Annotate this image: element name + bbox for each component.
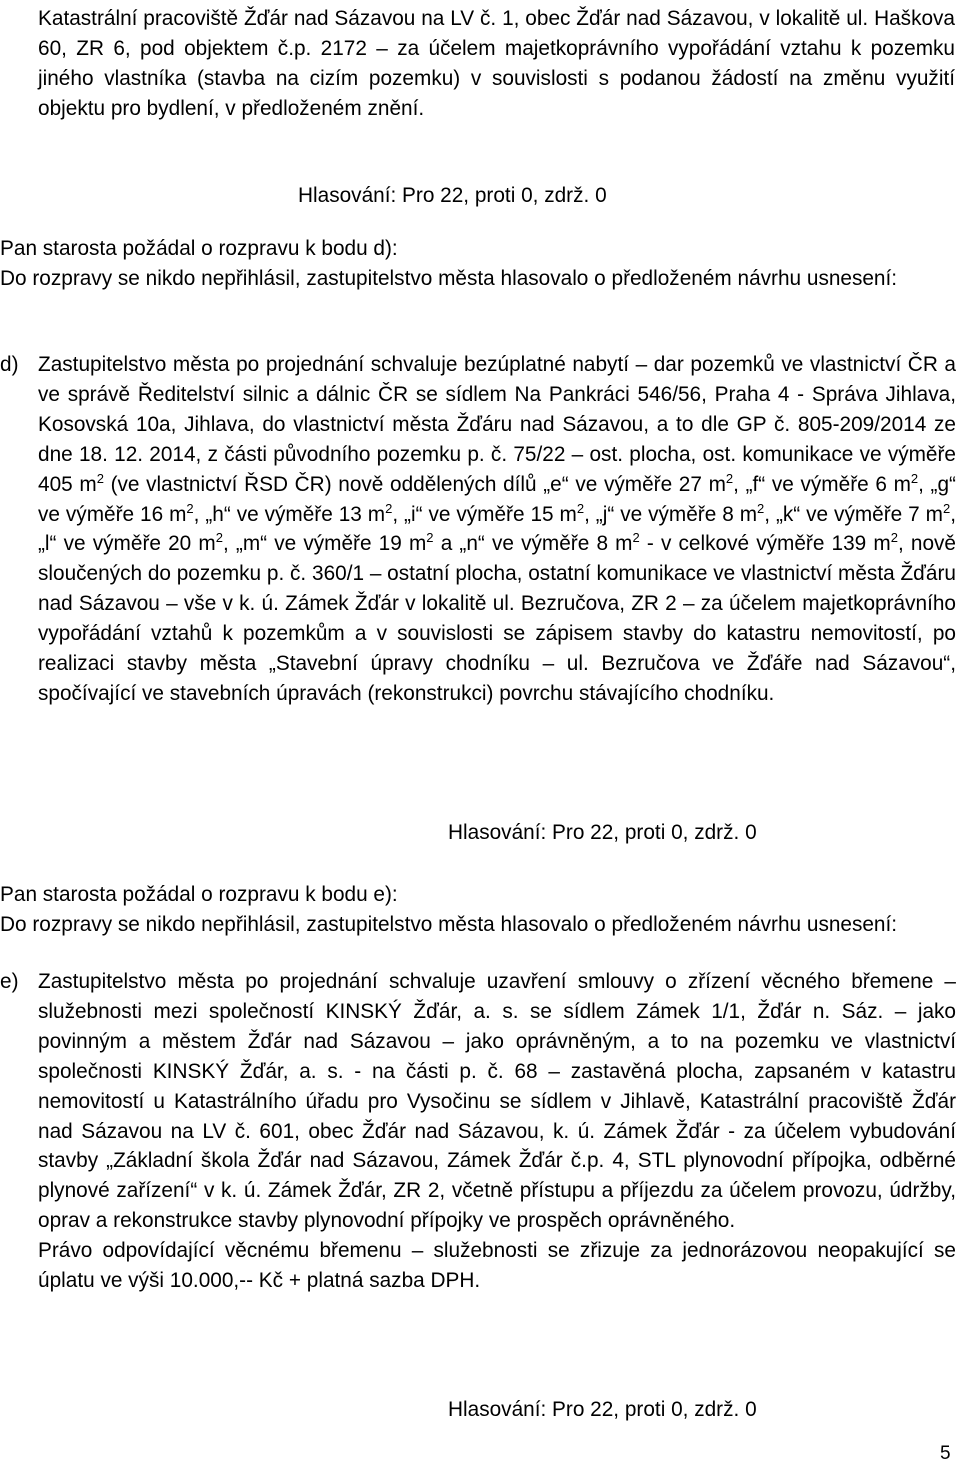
superscript-2: 2 [96,470,104,486]
resolution-d-text-b: (ve vlastnictví ŘSD ČR) nově oddělených dílů „e“ ve výměře 27 m [103,472,726,496]
resolution-e-text: Zastupitelstvo města po projednání schvaluje uzavření smlouvy o zřízení věcného břemene – služebnosti mezi společností KINSKÝ Žďár, a. s. se sídlem Zámek 1/1, Žďár n. Sáz. – jako povinným a městem Žďár nad Sázavou – jako oprávněným, a to na pozemku ve vlastnictví společnosti KINSKÝ Žďár, a. s. - na části p. č. 68 – zastavěná plocha, zapsaném v katastru nemovitostí u Katastrálního úřadu pro Vysočinu se sídlem v Jihlavě, Katastrální pracoviště Žďár nad Sázavou na LV č. 601, obec Žďár nad Sázavou, k. ú. Zámek Žďár - za účelem vybudování stavby „Základní škola Žďár nad Sázavou, Zámek Žďár č.p. 4, STL plynovodní přípojka, odběrné plynové zařízení“ v k. ú. Zámek Žďár, ZR 2, včetně přístupu a příjezdu za účelem provozu, údržby, oprav a rekonstrukce stavby plynovodní přípojky ve prospěch oprávněného. [38,970,956,1233]
section-e-intro [0,880,956,940]
resolution-e [0,967,956,1296]
resolution-d-text-e: , „h“ ve výměře 13 m [193,502,386,526]
resolution-d-text-c: , „f“ ve výměře 6 m [733,472,911,496]
resolution-d-text-m: , nově sloučených do pozemku p. č. 360/1 – ostatní plocha, ostatní komunikace ve vlastnictví města Žďáru nad Sázavou – vše v k. ú. Zámek Žďár v lokalitě ul. Bezručova, ZR 2 – za účelem majetkoprávního vypořádání vztahů k pozemkům a v souvislosti se zápisem stavby do katastru nemovitostí, po realizaci stavby města „Stavební úpravy chodníku – ul. Bezručova ve Žďáře nad Sázavou“, spočívající ve stavebních úpravách (rekonstrukci) povrchu stávajícího chodníku. [38,532,957,705]
section-d-intro [0,234,956,294]
resolution-e-price: Právo odpovídající věcnému břemenu – služebnosti se zřizuje za jednorázovou neopakující se úplatu ve výši 10.000,-- Kč + platná sazba DPH. [38,1239,956,1293]
resolution-d-letter: d) [0,353,19,376]
superscript-2: 2 [910,470,919,486]
page-number: 5 [940,1443,951,1464]
section-e-request: Pan starosta požádal o rozpravu k bodu e): [0,883,398,906]
superscript-2: 2 [757,500,765,516]
resolution-d-text-j: , „m“ ve výměře 19 m [222,532,427,556]
resolution-d [0,350,956,709]
superscript-2: 2 [576,500,585,516]
vote-result-1: Hlasování: Pro 22, proti 0, zdrž. 0 [298,184,607,207]
resolution-d-text-d: , „g“ ve výměře 16 m [38,472,956,526]
superscript-2: 2 [426,530,434,546]
top-paragraph-text: Katastrální pracoviště Žďár nad Sázavou na LV č. 1, obec Žďár nad Sázavou, v lokalitě ul. Haškova 60, ZR 6, pod objektem č.p. 2172 – za účelem majetkoprávního vypořádání vztahu k pozemku jiného vlastníka (stavba na cizím pozemku) v souvislosti s podanou žádostí na změnu využití objektu pro bydlení, v předloženém znění. [38,7,955,120]
resolution-d-text-k: a „n“ ve výměře 8 m [433,532,633,556]
resolution-d-text-l: - v celkové výměře 139 m [639,532,891,556]
section-d-discussion: Do rozpravy se nikdo nepřihlásil, zastupitelstvo města hlasovalo o předloženém návrhu usnesení: [0,266,898,290]
vote-result-2: Hlasování: Pro 22, proti 0, zdrž. 0 [448,821,757,844]
resolution-d-text-f: , „i“ ve výměře 15 m [392,502,577,526]
superscript-2: 2 [186,500,194,516]
resolution-d-text-a: Zastupitelstvo města po projednání schvaluje bezúplatné nabytí – dar pozemků ve vlastnictví ČR a ve správě Ředitelství silnic a dálnic ČR se sídlem Na Pankráci 546/56, Praha 4 - Správa Jihlava, Kosovská 10a, Jihlava, do vlastnictví města Žďáru nad Sázavou, a to dle GP č. 805-209/2014 ze dne 18. 12. 2014, z části původního pozemku p. č. 75/22 – ost. plocha, ost. komunikace ve výměře 405 m [38,353,956,496]
resolution-e-letter: e) [0,970,19,993]
superscript-2: 2 [385,500,393,516]
resolution-d-text-h: , „k“ ve výměře 7 m [764,502,943,526]
top-paragraph [38,4,955,124]
superscript-2: 2 [215,530,223,546]
vote-result-3: Hlasování: Pro 22, proti 0, zdrž. 0 [448,1398,757,1421]
superscript-2: 2 [943,500,951,516]
section-d-request: Pan starosta požádal o rozpravu k bodu d): [0,237,398,260]
resolution-d-text-g: , „j“ ve výměře 8 m [584,502,758,526]
superscript-2: 2 [725,470,734,486]
resolution-d-text-i: , „l“ ve výměře 20 m [38,502,957,556]
section-e-discussion: Do rozpravy se nikdo nepřihlásil, zastupitelstvo města hlasovalo o předloženém návrhu usnesení: [0,912,898,936]
superscript-2: 2 [890,530,898,546]
superscript-2: 2 [632,530,640,546]
resolution-d-text [38,350,956,709]
